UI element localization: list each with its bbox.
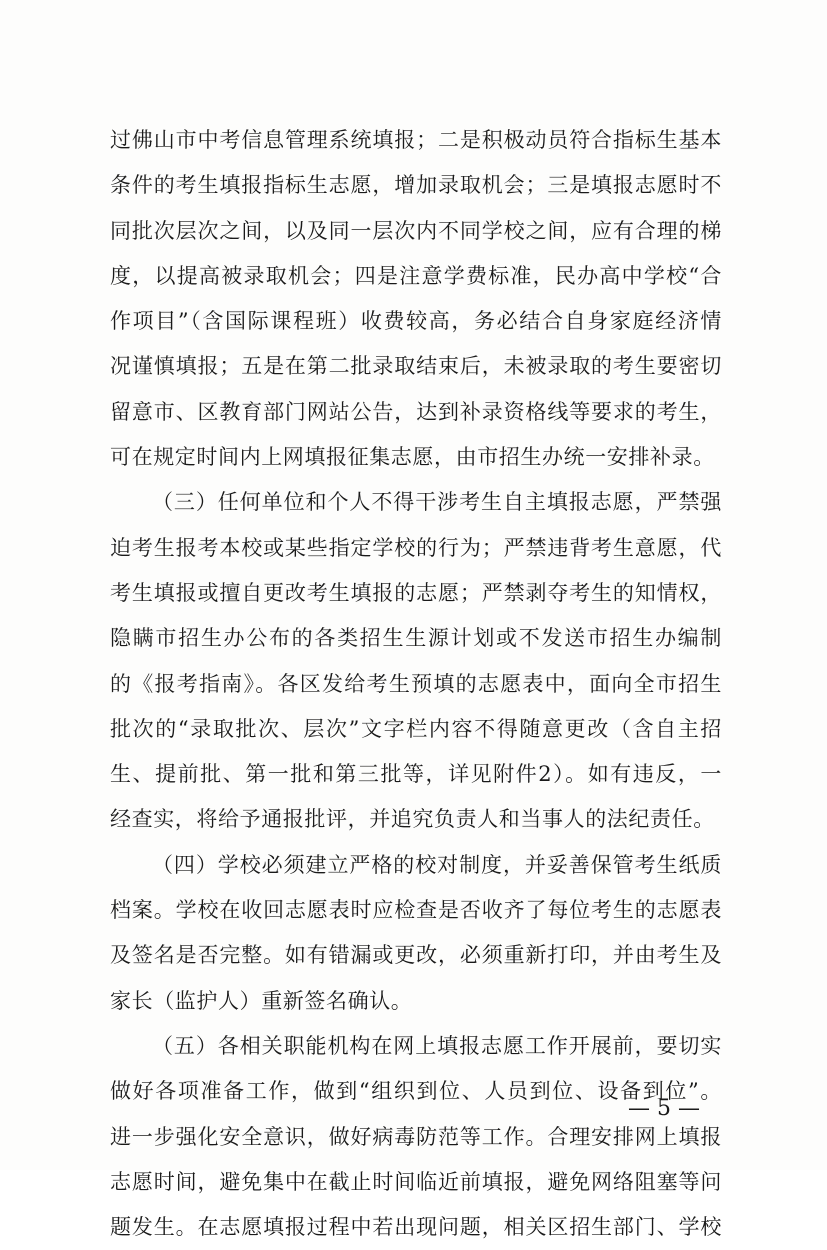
text-line: 题发生。在志愿填报过程中若出现问题，相关区招生部门、学校 <box>110 1215 722 1240</box>
text-line: 过佛山市中考信息管理系统填报；二是积极动员符合指标生基本 <box>110 128 722 152</box>
page-number: — 5 — <box>628 1096 700 1121</box>
text-line: 留意市、区教育部门网站公告，达到补录资格线等要求的考生， <box>110 399 722 424</box>
text-line: 及签名是否完整。如有错漏或更改，必须重新打印，并由考生及 <box>110 943 722 968</box>
text-line: 家长（监护人）重新签名确认。 <box>110 988 413 1013</box>
text-line: 考生填报或擅自更改考生填报的志愿；严禁剥夺考生的知情权， <box>110 580 722 605</box>
paragraph-3-first-line: （三）任何单位和个人不得干涉考生自主填报志愿，严禁强 <box>152 490 722 515</box>
paragraph-5-first-line: （五）各相关职能机构在网上填报志愿工作开展前，要切实 <box>152 1033 722 1058</box>
text-line: 同批次层次之间，以及同一层次内不同学校之间，应有合理的梯 <box>110 218 722 243</box>
text-line: 况谨慎填报；五是在第二批录取结束后，未被录取的考生要密切 <box>110 354 722 379</box>
text-line: 隐瞒市招生办公布的各类招生生源计划或不发送市招生办编制 <box>110 626 722 651</box>
text-line: 度，以提高被录取机会；四是注意学费标准，民办高中学校“合 <box>110 263 722 288</box>
text-line: 进一步强化安全意识，做好病毒防范等工作。合理安排网上填报 <box>110 1124 722 1149</box>
text-line: 可在规定时间内上网填报征集志愿，由市招生办统一安排补录。 <box>110 445 715 470</box>
text-line: 志愿时间，避免集中在截止时间临近前填报，避免网络阻塞等问 <box>110 1169 722 1194</box>
text-line: 经查实，将给予通报批评，并追究负责人和当事人的法纪责任。 <box>110 807 715 832</box>
body-text <box>110 118 722 1250</box>
text-line: 迫考生报考本校或某些指定学校的行为；严禁违背考生意愿，代 <box>110 535 722 560</box>
text-line: 批次的“录取批次、层次”文字栏内容不得随意更改（含自主招 <box>110 716 722 741</box>
text-line: 档案。学校在收回志愿表时应检查是否收齐了每位考生的志愿表 <box>110 898 722 923</box>
paragraph-4-first-line: （四）学校必须建立严格的校对制度，并妥善保管考生纸质 <box>152 852 722 877</box>
text-line: 生、提前批、第一批和第三批等，详见附件2）。如有违反，一 <box>110 762 722 787</box>
text-line: 的《报考指南》。各区发给考生预填的志愿表中，面向全市招生 <box>110 671 722 696</box>
text-line: 作项目”（含国际课程班）收费较高，务必结合自身家庭经济情 <box>110 309 722 334</box>
text-line: 做好各项准备工作，做到“组织到位、人员到位、设备到位”。 <box>110 1079 722 1104</box>
text-line: 条件的考生填报指标生志愿，增加录取机会；三是填报志愿时不 <box>110 173 722 198</box>
